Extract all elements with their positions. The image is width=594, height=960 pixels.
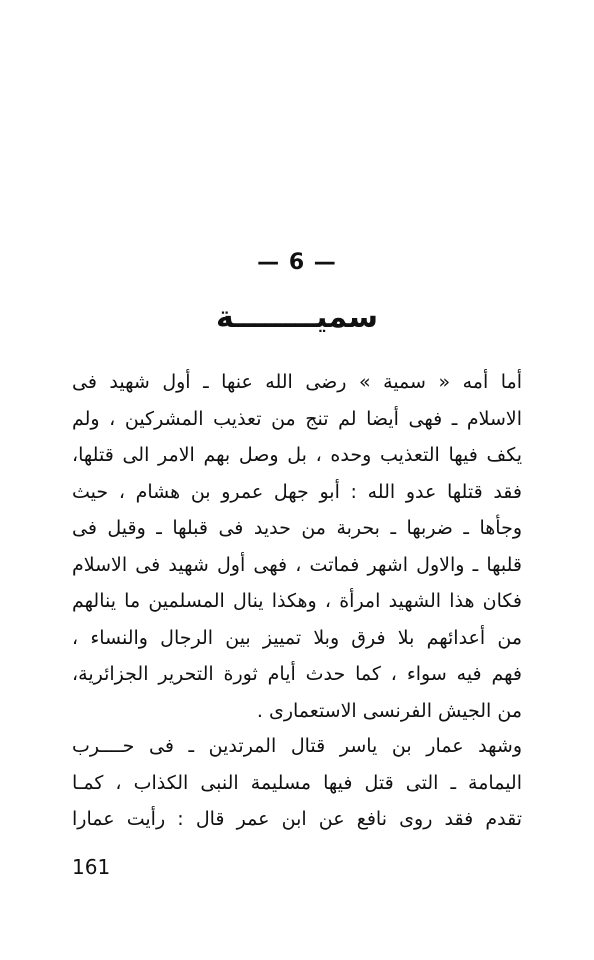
paragraph-1 <box>72 364 522 729</box>
paragraph-2 <box>72 728 522 838</box>
text-line: اليمامة ـ التى قتل فيها مسليمة النبى الكذاب ، كمـا <box>72 771 522 794</box>
text-line: فهم فيه سواء ، كما حدث أيام ثورة التحرير الجزائرية، <box>72 663 522 685</box>
text-line: الاسلام ـ فهى أيضا لم تنج من تعذيب المشركين ، ولم <box>72 407 522 430</box>
text-line: فقد قتلها عدو الله : أبو جهل عمرو بن هشام ، حيث <box>72 480 522 503</box>
text-line: يكف فيها التعذيب وحده ، بل وصل بهم الامر الى قتلها، <box>72 444 522 466</box>
text-line: تقدم فقد روى نافع عن ابن عمر قال : رأيت عمارا <box>72 808 522 830</box>
page-number: 161 <box>72 855 111 879</box>
text-line: وشهد عمار بن ياسر قتال المرتدين ـ فى حــــرب <box>72 735 522 757</box>
text-line: فكان هذا الشهيد امرأة ، وهكذا ينال المسلمين ما ينالهم <box>72 590 522 612</box>
chapter-title: سميــــــــة <box>215 300 379 335</box>
text-line: أما أمه « سمية » رضى الله عنها ـ أول شهيد فى <box>72 371 522 393</box>
text-line: من أعدائهم بلا فرق وبلا تمييز بين الرجال والنساء ، <box>72 626 522 649</box>
text-line: من الجيش الفرنسى الاستعمارى . <box>256 699 522 722</box>
chapter-number: — 6 — <box>257 250 337 275</box>
text-line: قلبها ـ والاول اشهر فماتت ، فهى أول شهيد فى الاسلام <box>72 553 522 576</box>
text-line: وجأها ـ ضربها ـ بحربة من حديد فى قبلها ـ وقيل فى <box>72 517 522 539</box>
